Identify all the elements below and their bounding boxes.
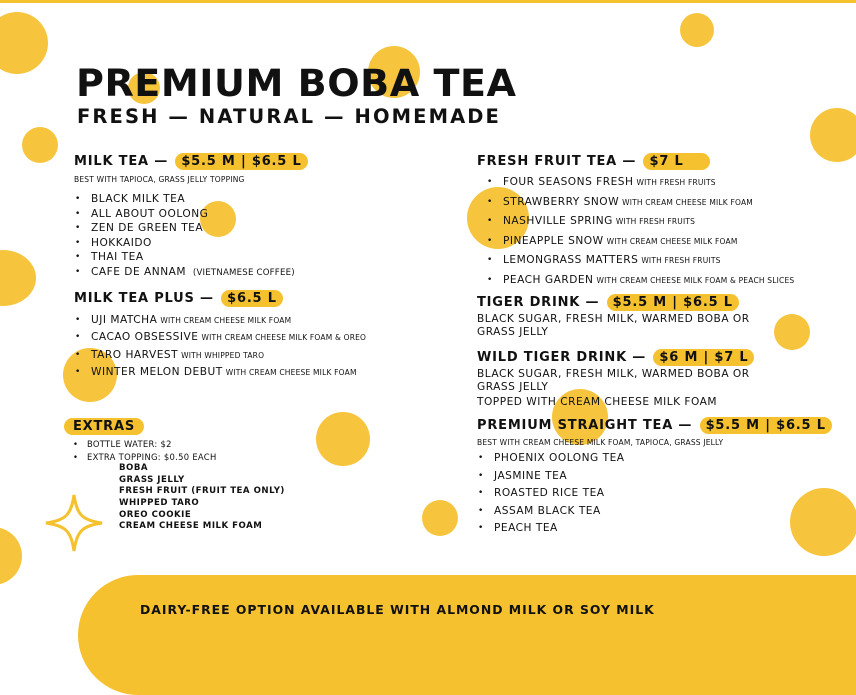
item-description: WITH FRESH FRUITS <box>615 217 696 226</box>
item-name: ZEN DE GREEN TEA <box>91 222 204 235</box>
extras-section <box>64 415 394 533</box>
price-badge: $5.5 M | $6.5 L <box>175 153 307 170</box>
price-badge: $6.5 L <box>221 290 283 307</box>
right-column <box>477 154 847 538</box>
milk-tea-section <box>74 154 414 281</box>
section-name: TIGER DRINK — <box>477 295 600 310</box>
menu-item <box>74 265 414 281</box>
topping-list <box>64 463 394 533</box>
decorative-dot <box>0 12 48 74</box>
item-name: ASSAM BLACK TEA <box>494 504 601 517</box>
wild-tiger-drink-section <box>477 350 847 409</box>
decorative-dot <box>422 500 458 536</box>
item-name: ALL ABOUT OOLONG <box>91 207 209 220</box>
topping-item: FRESH FRUIT (FRUIT TEA ONLY) <box>119 486 285 497</box>
left-column <box>74 154 414 382</box>
section-name: FRESH FRUIT TEA — <box>477 154 637 169</box>
banner-background <box>78 575 856 695</box>
item-name: PEACH TEA <box>494 522 558 535</box>
item-name: ROASTED RICE TEA <box>494 487 605 500</box>
section-note: BEST WITH CREAM CHEESE MILK FOAM, TAPIOCA, GRASS JELLY <box>477 437 724 447</box>
section-name: MILK TEA — <box>74 154 168 169</box>
menu-list <box>74 192 414 281</box>
menu-item <box>74 236 414 251</box>
section-title <box>477 295 847 310</box>
menu-list <box>477 450 847 538</box>
section-description: BLACK SUGAR, FRESH MILK, WARMED BOBA OR GRASS JELLY <box>477 313 750 338</box>
item-name: PHOENIX OOLONG TEA <box>494 451 625 464</box>
decorative-dot <box>0 250 36 306</box>
menu-item <box>486 212 847 232</box>
topping-item: WHIPPED TARO <box>119 497 200 508</box>
topping-item: BOBA <box>119 463 149 474</box>
decorative-dot <box>22 127 58 163</box>
item-description: WITH WHIPPED TARO <box>181 350 265 360</box>
item-name: UJI MATCHA <box>91 313 158 326</box>
page-title: PREMIUM BOBA TEA <box>76 62 517 105</box>
item-description: WITH CREAM CHEESE MILK FOAM <box>622 197 753 207</box>
menu-item <box>74 207 414 222</box>
extras-list <box>64 438 394 463</box>
menu-item <box>74 364 414 382</box>
section-title <box>477 154 847 169</box>
top-border <box>0 0 856 3</box>
menu-item <box>74 329 414 347</box>
price-badge: $6 M | $7 L <box>653 349 754 366</box>
item-description: WITH CREAM CHEESE MILK FOAM <box>606 236 738 246</box>
item-name: STRAWBERRY SNOW <box>503 195 620 208</box>
item-name: PEACH GARDEN <box>503 273 594 286</box>
menu-item <box>74 192 414 207</box>
item-name: TARO HARVEST <box>91 348 179 361</box>
menu-item <box>477 503 847 521</box>
section-title <box>74 291 414 306</box>
item-description: (VIETNAMESE COFFEE) <box>192 267 295 278</box>
dairy-free-banner-text: DAIRY-FREE OPTION AVAILABLE WITH ALMOND MILK OR SOY MILK <box>140 602 655 617</box>
section-title <box>477 418 847 433</box>
item-description: WITH CREAM CHEESE MILK FOAM <box>225 368 357 378</box>
item-description: WITH FRESH FRUITS <box>641 256 721 265</box>
item-name: PINEAPPLE SNOW <box>503 234 604 247</box>
page-subtitle: FRESH — NATURAL — HOMEMADE <box>77 105 501 128</box>
section-note: BEST WITH TAPIOCA, GRASS JELLY TOPPING <box>74 175 245 184</box>
item-name: BLACK MILK TEA <box>91 193 186 205</box>
topping-item: GRASS JELLY <box>119 474 185 485</box>
menu-item <box>477 450 847 468</box>
section-title <box>74 154 414 169</box>
item-name: FOUR SEASONS FRESH <box>503 176 634 188</box>
section-description: TOPPED WITH CREAM CHEESE MILK FOAM <box>477 396 718 409</box>
section-name: PREMIUM STRAIGHT TEA — <box>477 417 693 433</box>
price-badge: $7 L <box>643 153 709 170</box>
fresh-fruit-tea-section <box>477 154 847 290</box>
menu-item <box>74 221 414 236</box>
price-badge: $5.5 M | $6.5 L <box>607 294 739 311</box>
menu-item <box>477 468 847 486</box>
menu-item <box>486 193 847 213</box>
menu-item <box>74 312 414 330</box>
item-name: THAI TEA <box>91 251 144 264</box>
section-name: MILK TEA PLUS — <box>74 290 214 306</box>
premium-straight-tea-section <box>477 418 847 538</box>
menu-list <box>477 173 847 290</box>
milk-tea-plus-section <box>74 291 414 382</box>
item-name: WINTER MELON DEBUT <box>91 366 223 379</box>
item-name: CAFE DE ANNAM <box>91 265 187 278</box>
menu-item <box>486 251 847 271</box>
item-description: WITH CREAM CHEESE MILK FOAM & OREO <box>201 333 367 343</box>
decorative-dot <box>680 13 714 47</box>
price-badge: $5.5 M | $6.5 L <box>700 417 832 434</box>
item-description: WITH CREAM CHEESE MILK FOAM <box>160 315 292 325</box>
extras-item: • BOTTLE WATER: $2 <box>73 438 394 451</box>
menu-item <box>477 520 847 538</box>
menu-item <box>477 485 847 503</box>
item-name: LEMONGRASS MATTERS <box>503 254 639 266</box>
menu-item <box>486 173 847 193</box>
menu-item <box>486 232 847 252</box>
item-name: CACAO OBSESSIVE <box>91 331 199 344</box>
menu-item <box>486 271 847 291</box>
topping-item: CREAM CHEESE MILK FOAM <box>119 521 263 532</box>
decorative-dot <box>0 527 22 585</box>
item-description: WITH FRESH FRUITS <box>636 178 716 187</box>
section-name: WILD TIGER DRINK — <box>477 350 647 366</box>
extras-title: EXTRAS <box>64 418 144 435</box>
topping-item: OREO COOKIE <box>119 509 192 520</box>
item-description: WITH CREAM CHEESE MILK FOAM & PEACH SLICES <box>596 275 795 285</box>
menu-list <box>74 312 414 382</box>
section-title <box>477 350 847 365</box>
section-description: BLACK SUGAR, FRESH MILK, WARMED BOBA OR GRASS JELLY <box>477 368 750 393</box>
tiger-drink-section <box>477 295 847 338</box>
extras-item: • EXTRA TOPPING: $0.50 EACH <box>73 451 394 464</box>
item-name: NASHVILLE SPRING <box>503 215 613 227</box>
item-name: JASMINE TEA <box>494 469 568 482</box>
item-name: HOKKAIDO <box>91 236 152 249</box>
menu-item <box>74 250 414 265</box>
menu-item <box>74 347 414 365</box>
